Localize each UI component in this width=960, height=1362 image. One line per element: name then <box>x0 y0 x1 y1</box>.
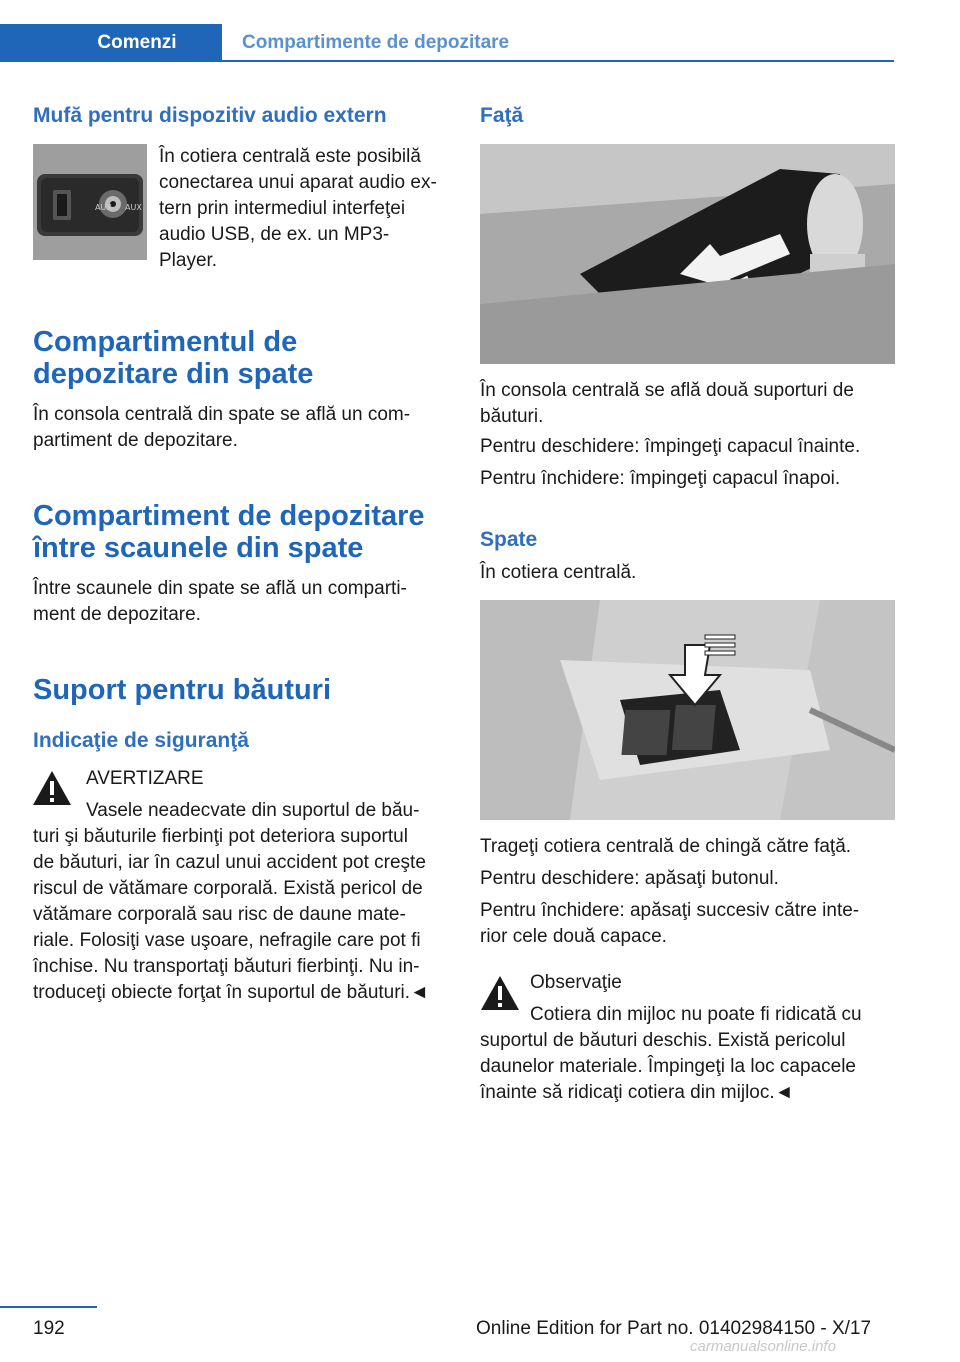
warning-triangle-icon <box>32 770 72 806</box>
front-title: Faţă <box>480 104 524 127</box>
svg-text:AUX: AUX <box>95 203 112 212</box>
footer-divider <box>0 1306 97 1308</box>
rear-storage-text: În consola centrală din spate se află un com- partiment de depozitare. <box>33 404 411 451</box>
back-close-text: Pentru închidere: apăsaţi succesiv către inte- rior cele două capace. <box>480 900 860 947</box>
note-text: suportul de băuturi deschis. Există pericolul daunelor materiale. Împingeţi la loc capacele înainte să ridicaţi cotiera din mijloc.◄ <box>480 1030 856 1103</box>
rear-storage-title: Compartimentul de depozitare din spate <box>33 326 314 390</box>
back-text: În cotiera centrală. <box>480 562 637 583</box>
audio-section-title: Mufă pentru dispozitiv audio extern <box>33 104 387 127</box>
front-close-text: Pentru închidere: împingeţi capacul înapoi. <box>480 468 841 489</box>
safety-note-title: Indicaţie de siguranţă <box>33 729 249 752</box>
audio-port-image <box>33 144 147 260</box>
front-open-text: Pentru deschidere: împingeţi capacul înainte. <box>480 436 861 457</box>
edition-note: Online Edition for Part no. 01402984150 - X/17 <box>476 1318 872 1339</box>
tab-comenzi[interactable]: Comenzi <box>0 24 222 62</box>
cup-holder-title: Suport pentru băuturi <box>33 674 332 706</box>
between-seats-text: Între scaunele din spate se află un comparti- ment de depozitare. <box>33 578 407 625</box>
pull-text: Trageţi cotiera centrală de chingă către faţă. <box>480 836 852 857</box>
between-seats-title: Compartiment de depozitare între scaunele din spate <box>33 500 425 564</box>
header-divider <box>222 60 894 62</box>
watermark: carmanualsonline.info <box>690 1338 836 1355</box>
audio-section-text: În cotiera centrală este posibilă conectarea unui aparat audio ex- tern prin intermediul interfeţei audio USB, de ex. un MP3- Player. <box>159 146 437 271</box>
note-triangle-icon <box>480 975 520 1011</box>
svg-text:AUX: AUX <box>125 203 142 212</box>
rear-cupholder-image <box>480 600 895 820</box>
back-title: Spate <box>480 528 538 551</box>
note-first-line: Cotiera din mijloc nu poate fi ridicată cu <box>530 1004 862 1025</box>
back-open-text: Pentru deschidere: apăsaţi butonul. <box>480 868 779 889</box>
warning-label: AVERTIZARE <box>86 768 204 789</box>
warning-first-line: Vasele neadecvate din suportul de bău- <box>86 800 420 821</box>
page-number: 192 <box>33 1318 65 1339</box>
front-text: În consola centrală se află două suporturi de băuturi. <box>480 380 854 427</box>
tab-compartimente[interactable]: Compartimente de depozitare <box>242 32 510 53</box>
front-cupholder-image <box>480 144 895 364</box>
warning-text: turi şi băuturile fierbinţi pot deteriora suportul de băuturi, iar în cazul unui accident pot creşte riscul de vătămare corporală. Există pericol de vătămare corporală sau risc de daune mate- riale. Folosiţi vase uşoare, nefragile care pot fi închise. Nu transportaţi băuturi fierbinţi. Nu in- troduceţi obiecte forţat în suportul de băuturi.◄ <box>33 826 429 1003</box>
note-label: Observaţie <box>530 972 622 993</box>
